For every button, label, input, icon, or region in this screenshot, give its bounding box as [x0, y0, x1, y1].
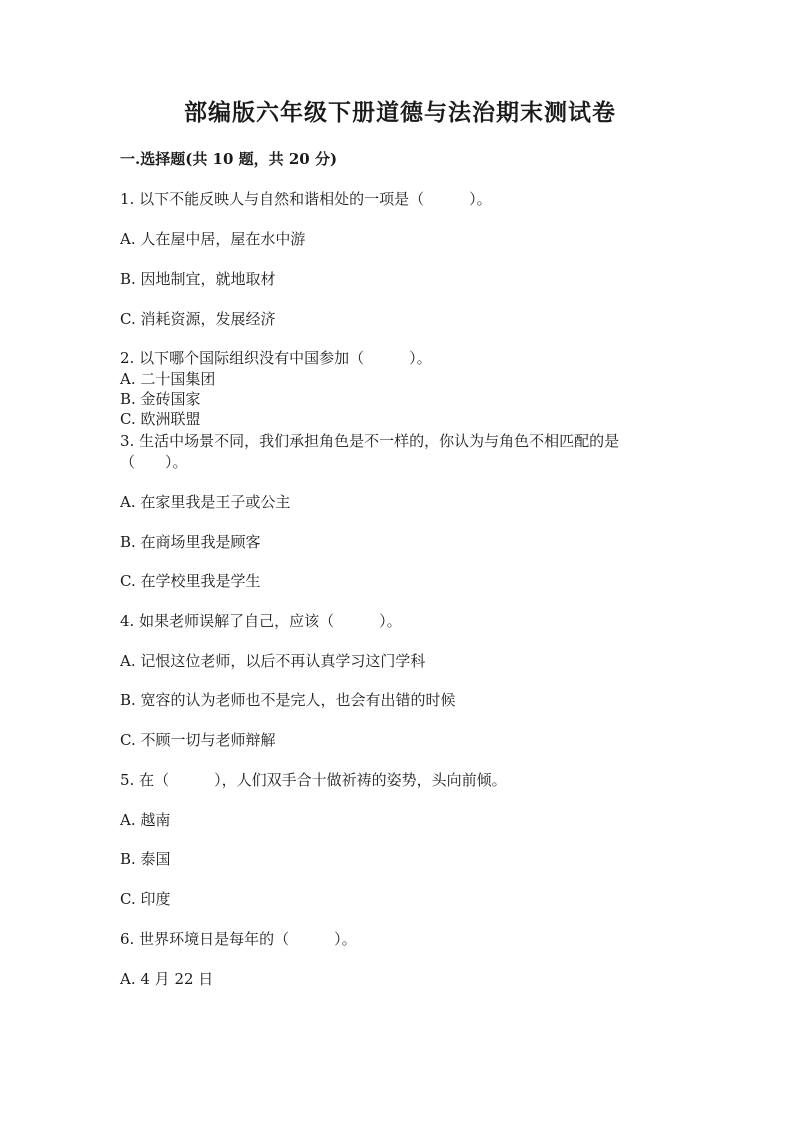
question-2-stem: 2. 以下哪个国际组织没有中国参加（ ）。 [120, 349, 432, 367]
page-title: 部编版六年级下册道德与法治期末测试卷 [184, 99, 616, 126]
question-1-option-a: A. 人在屋中居，屋在水中游 [120, 230, 306, 248]
question-2-option-c: C. 欧洲联盟 [120, 410, 201, 428]
section-heading: 一.选择题(共 10 题，共 20 分) [120, 150, 338, 168]
question-4-option-c: C. 不顾一切与老师辩解 [120, 731, 276, 749]
question-1-option-b: B. 因地制宜，就地取材 [120, 270, 276, 288]
question-6-stem: 6. 世界环境日是每年的（ ）。 [120, 930, 357, 948]
question-3-option-b: B. 在商场里我是顾客 [120, 533, 261, 551]
question-5-option-c: C. 印度 [120, 890, 171, 908]
question-3-stem: 3. 生活中场景不同，我们承担角色是不一样的，你认为与角色不相匹配的是 [120, 432, 620, 450]
question-3-stem-continued: （ ）。 [120, 453, 188, 471]
question-4-stem: 4. 如果老师误解了自己，应该（ ）。 [120, 612, 402, 630]
question-3-option-a: A. 在家里我是王子或公主 [120, 493, 291, 511]
question-4-option-a: A. 记恨这位老师，以后不再认真学习这门学科 [120, 652, 426, 670]
question-4-option-b: B. 宽容的认为老师也不是完人，也会有出错的时候 [120, 691, 456, 709]
question-2-option-b: B. 金砖国家 [120, 390, 201, 408]
question-5-stem: 5. 在（ ），人们双手合十做祈祷的姿势，头向前倾。 [120, 771, 507, 789]
question-5-option-a: A. 越南 [120, 811, 171, 829]
question-6-option-a: A. 4 月 22 日 [120, 970, 214, 988]
question-1-option-c: C. 消耗资源，发展经济 [120, 310, 276, 328]
question-5-option-b: B. 泰国 [120, 850, 171, 868]
question-1-stem: 1. 以下不能反映人与自然和谐相处的一项是（ ）。 [120, 190, 492, 208]
question-3-option-c: C. 在学校里我是学生 [120, 572, 261, 590]
question-2-option-a: A. 二十国集团 [120, 370, 216, 388]
